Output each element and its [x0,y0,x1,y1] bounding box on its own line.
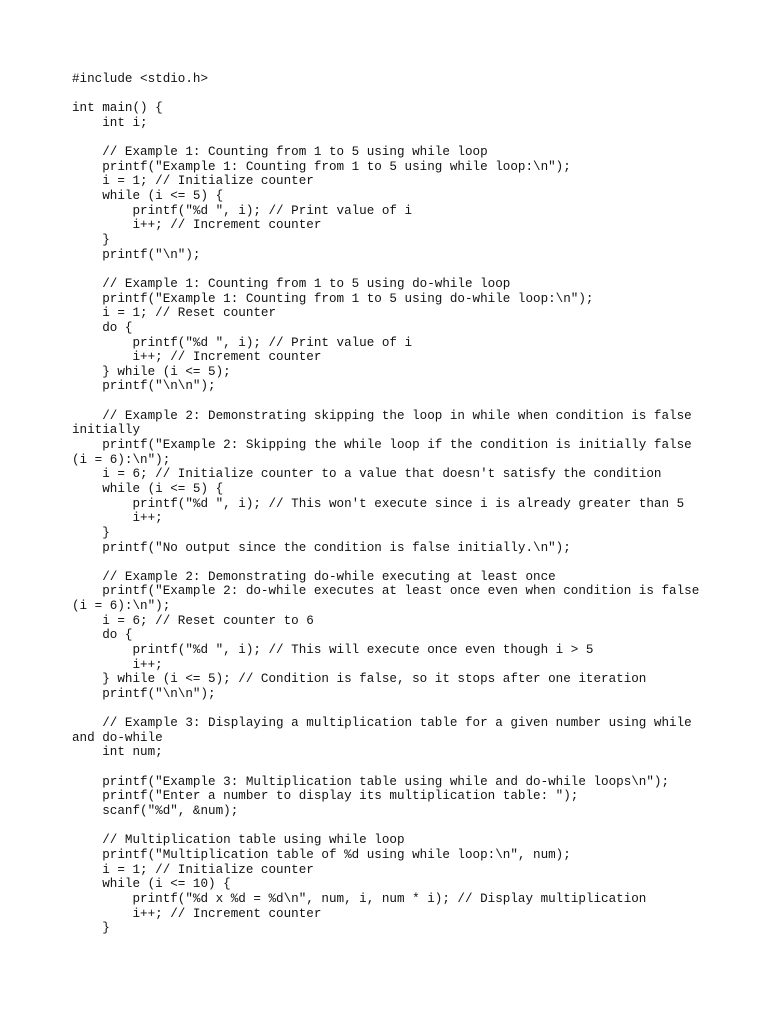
code-line: printf("%d ", i); // Print value of i [72,335,413,350]
code-line: i = 1; // Initialize counter [72,862,314,877]
code-line: // Example 2: Demonstrating do-while executing at least once [72,569,556,584]
code-line: printf("Example 3: Multiplication table using while and do-while loops\n"); [72,774,670,789]
code-line: // Example 2: Demonstrating skipping the loop in while when condition is false [72,408,692,423]
code-line: initially [72,423,141,438]
code-line: // Multiplication table using while loop [72,833,405,848]
code-line: (i = 6):\n"); [72,452,171,467]
code-line: } [72,525,110,540]
code-line: } [72,233,110,248]
code-line: int i; [72,115,148,130]
code-line: printf("\n\n"); [72,379,216,394]
code-line: do { [72,628,133,643]
code-line: printf("\n"); [72,247,201,262]
code-line: int main() { [72,101,163,116]
code-line: printf("%d ", i); // This will execute once even though i > 5 [72,642,594,657]
code-line [72,819,712,834]
code-line: while (i <= 5) { [72,189,224,204]
code-line: scanf("%d", &num); [72,804,239,819]
code-line: and do-while [72,730,163,745]
code-line: i = 6; // Reset counter to 6 [72,613,314,628]
code-line: i++; [72,657,163,672]
code-line: printf("No output since the condition is false initially.\n"); [72,540,571,555]
code-line: // Example 1: Counting from 1 to 5 using while loop [72,145,488,160]
code-document [72,72,712,936]
code-line: i++; // Increment counter [72,350,322,365]
code-line: do { [72,320,133,335]
code-line: #include <stdio.h> [72,72,209,86]
code-line: i = 1; // Initialize counter [72,174,314,189]
code-line: printf("Example 1: Counting from 1 to 5 using do-while loop:\n"); [72,291,594,306]
code-line [72,87,712,102]
code-line [72,262,712,277]
code-line [72,555,712,570]
code-line [72,702,712,717]
code-line [72,394,712,409]
code-line: i++; // Increment counter [72,218,322,233]
code-line: while (i <= 10) { [72,877,231,892]
code-line: int num; [72,745,163,760]
code-line: i++; [72,511,163,526]
code-line: (i = 6):\n"); [72,599,171,614]
code-line: printf("Multiplication table of %d using while loop:\n", num); [72,847,571,862]
code-line: i++; // Increment counter [72,906,322,921]
code-line: printf("%d x %d = %d\n", num, i, num * i); // Display multiplication [72,891,647,906]
code-line: printf("%d ", i); // This won't execute since i is already greater than 5 [72,496,685,511]
code-line: i = 6; // Initialize counter to a value that doesn't satisfy the condition [72,467,662,482]
code-line: // Example 1: Counting from 1 to 5 using do-while loop [72,276,511,291]
code-line: i = 1; // Reset counter [72,306,277,321]
code-line: } [72,921,110,936]
code-line: } while (i <= 5); // Condition is false, so it stops after one iteration [72,672,647,687]
code-line: printf("Enter a number to display its multiplication table: "); [72,789,579,804]
code-line: printf("%d ", i); // Print value of i [72,203,413,218]
code-line: // Example 3: Displaying a multiplication table for a given number using while [72,716,692,731]
code-line: } while (i <= 5); [72,364,231,379]
code-line: printf("Example 2: do-while executes at least once even when condition is false [72,584,700,599]
code-line: printf("\n\n"); [72,686,216,701]
code-line: while (i <= 5) { [72,481,224,496]
code-line [72,131,712,146]
code-line: printf("Example 2: Skipping the while loop if the condition is initially false [72,438,692,453]
code-line [72,760,712,775]
code-line: printf("Example 1: Counting from 1 to 5 using while loop:\n"); [72,159,571,174]
